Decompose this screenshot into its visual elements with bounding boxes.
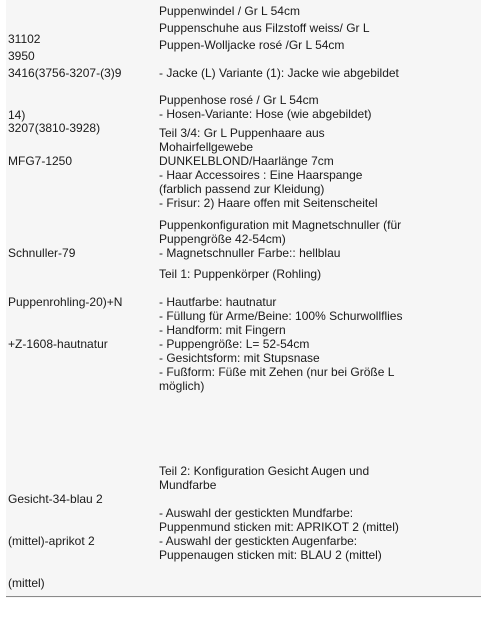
- code-line: (mittel): [8, 576, 45, 590]
- desc-line: Puppenaugen sticken mit: BLAU 2 (mittel): [159, 548, 382, 562]
- code-line: 3416(3756-3207-(3)9: [8, 66, 122, 80]
- desc-line: Teil 1: Puppenkörper (Rohling): [159, 267, 322, 281]
- desc-line: [159, 52, 479, 66]
- desc-line: Puppenschuhe aus Filzstoff weiss/ Gr L: [159, 21, 370, 35]
- article-code: [8, 126, 153, 196]
- desc-line: - Hautfarbe: hautnatur: [159, 295, 277, 309]
- desc-line: möglich): [159, 379, 205, 393]
- desc-line: Teil 3/4: Gr L Puppenhaare aus: [159, 126, 325, 140]
- article-description: [159, 218, 479, 260]
- order-details-table: [6, 0, 481, 598]
- desc-line: - Hosen-Variante: Hose (wie abgebildet): [159, 107, 372, 121]
- article-description: [159, 267, 479, 393]
- desc-line: Puppengröße 42-54cm): [159, 232, 286, 246]
- desc-line: Puppenmund sticken mit: APRIKOT 2 (mittel): [159, 520, 399, 534]
- code-line: 3207(3810-3928): [8, 121, 101, 135]
- code-line: 14): [8, 108, 26, 122]
- table-bottom-border: [6, 596, 481, 597]
- desc-line: Teil 2: Konfiguration Gesicht Augen und: [159, 464, 370, 478]
- desc-line: - Jacke (L) Variante (1): Jacke wie abgebildet: [159, 66, 399, 80]
- article-description: [159, 93, 479, 121]
- article-code: [8, 464, 153, 618]
- desc-line: Puppenkonfiguration mit Magnetschnuller (für: [159, 218, 402, 232]
- desc-line: [159, 492, 479, 506]
- desc-line: - Magnetschnuller Farbe:: hellblau: [159, 246, 341, 260]
- desc-line: - Handform: mit Fingern: [159, 323, 286, 337]
- code-line: Puppenrohling-20)+N: [8, 295, 123, 309]
- code-line: 31102: [8, 32, 41, 46]
- code-line: (mittel)-aprikot 2: [8, 534, 95, 548]
- desc-line: - Auswahl der gestickten Mundfarbe:: [159, 506, 354, 520]
- code-line: MFG7-1250: [8, 154, 73, 168]
- desc-line: Puppenwindel / Gr L 54cm: [159, 4, 300, 18]
- desc-line: - Gesichtsform: mit Stupsnase: [159, 351, 320, 365]
- article-description: [159, 126, 479, 210]
- article-description: [159, 38, 479, 80]
- article-description: [159, 21, 479, 35]
- code-line: 3950: [8, 49, 35, 63]
- article-code: [8, 267, 153, 379]
- desc-line: Puppen-Wolljacke rosé /Gr L 54cm: [159, 38, 345, 52]
- desc-line: [159, 281, 479, 295]
- article-description: [159, 464, 479, 562]
- desc-line: - Auswahl der gestickten Augenfarbe:: [159, 534, 358, 548]
- desc-line: Puppenhose rosé / Gr L 54cm: [159, 93, 319, 107]
- desc-line: - Haar Accessoires : Eine Haarspange: [159, 168, 363, 182]
- code-line: Schnuller-79: [8, 246, 76, 260]
- desc-line: - Fußform: Füße mit Zehen (nur bei Größe L: [159, 365, 395, 379]
- desc-line: Mundfarbe: [159, 478, 217, 492]
- desc-line: (farblich passend zur Kleidung): [159, 182, 325, 196]
- desc-line: - Füllung für Arme/Beine: 100% Schurwollflies: [159, 309, 403, 323]
- desc-line: - Frisur: 2) Haare offen mit Seitenscheitel: [159, 196, 378, 210]
- code-line: Gesicht-34-blau 2: [8, 492, 103, 506]
- desc-line: DUNKELBLOND/Haarlänge 7cm: [159, 154, 334, 168]
- desc-line: - Puppengröße: L= 52-54cm: [159, 337, 310, 351]
- article-description: [159, 4, 479, 18]
- desc-line: Mohairfellgewebe: [159, 140, 254, 154]
- code-line: +Z-1608-hautnatur: [8, 337, 108, 351]
